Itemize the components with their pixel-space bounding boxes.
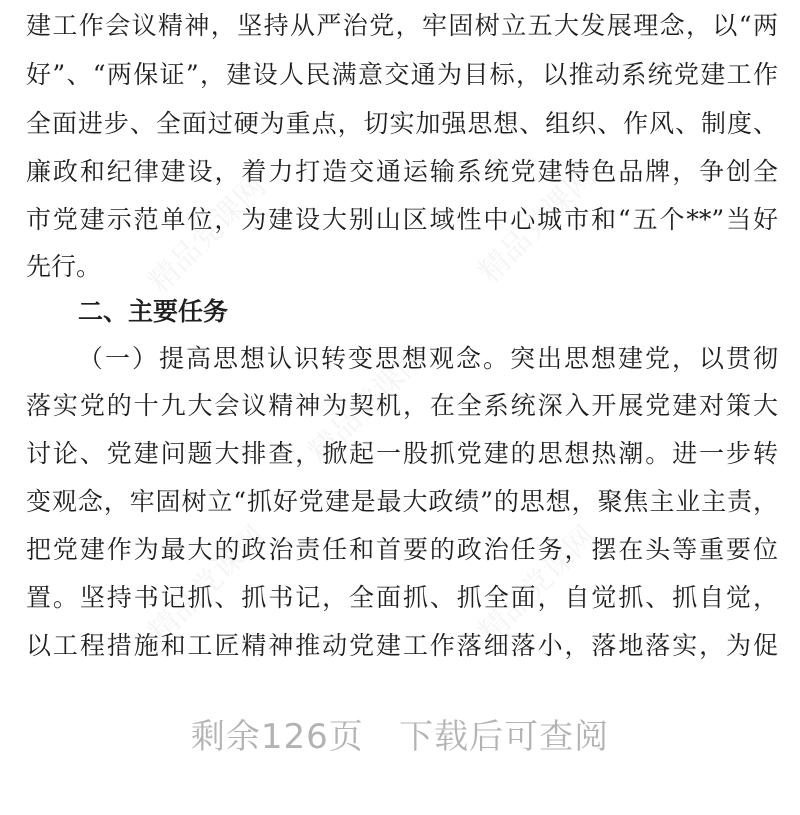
watermark: 精品党课网 [142, 169, 273, 300]
paragraph-line: 变观念，牢固树立“抓好党建是最大政绩”的思想，聚焦主业主责， [26, 487, 778, 516]
watermark: 精品党课网 [472, 519, 603, 650]
remaining-pages-notice: 剩余126页 下载后可查阅 [190, 717, 610, 757]
paragraph-line: 把党建作为最大的政治责任和首要的政治任务，摆在头等重要位 [26, 535, 778, 564]
paragraph-line: 市党建示范单位，为建设大别山区域性中心城市和“五个**”当好 [26, 205, 778, 234]
paragraph-line: 好”、“两保证”，建设人民满意交通为目标，以推动系统党建工作 [26, 60, 778, 89]
paragraph-line: （一）提高思想认识转变思想观念。突出思想建党，以贯彻 [78, 344, 778, 373]
watermark: 精品党课网 [302, 339, 433, 470]
paragraph-line: 落实党的十九大会议精神为契机，在全系统深入开展党建对策大 [26, 391, 778, 420]
paragraph-line: 置。坚持书记抓、抓书记，全面抓、抓全面，自觉抓、抓自觉， [26, 583, 778, 612]
watermark: 精品党课网 [142, 519, 273, 650]
paragraph-line: 全面进步、全面过硬为重点，切实加强思想、组织、作风、制度、 [26, 109, 778, 138]
paragraph-line: 讨论、党建问题大排查，掀起一股抓党建的思想热潮。进一步转 [26, 439, 778, 468]
section-heading: 二、主要任务 [78, 297, 229, 326]
paragraph-line: 先行。 [26, 252, 102, 281]
watermark: 精品党课网 [472, 159, 603, 290]
paragraph-line: 廉政和纪律建设，着力打造交通运输系统党建特色品牌，争创全 [26, 157, 778, 186]
paragraph-line: 以工程措施和工匠精神推动党建工作落细落小，落地落实，为促 [26, 631, 778, 660]
paragraph-line: 建工作会议精神，坚持从严治党，牢固树立五大发展理念，以“两 [26, 11, 778, 40]
